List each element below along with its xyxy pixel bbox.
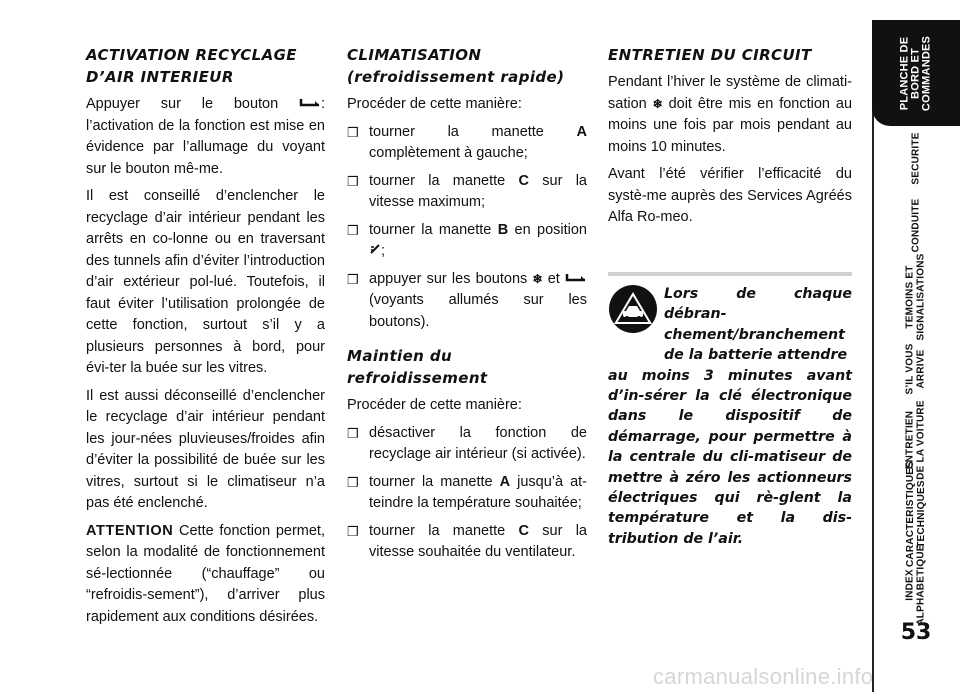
heading-maintien: Maintien du refroidissement — [347, 347, 488, 387]
attention-label: ATTENTION — [86, 522, 174, 539]
intro-text: Procéder de cette manière: — [347, 96, 522, 112]
list-item: ❒ tourner la manette B en position ; — [347, 220, 587, 263]
list-item: ❒ appuyer sur les boutons ❄ et (voyants allumés sur les boutons). — [347, 269, 587, 334]
warning-text: Lors de chaque débran- chement/branchement de la batterie attendre au moins 3 minutes avant d’in-sérer la clé électronique dans le dispositif de démarrage, pour permettre à la centrale du cli-matiseur de mettre à zéro les actionneurs électriques qui rè-glent la température et la dis-tribution de l’air. — [608, 286, 852, 547]
list-item: ❒ tourner la manette C sur la vitesse souhaitée du ventilateur. — [347, 521, 587, 564]
list-item: ❒ désactiver la fonction de recyclage air intérieur (si activée). — [347, 423, 587, 466]
tab-caracteristiques[interactable]: CARACTERISTIQUES TECHNIQUES — [905, 461, 928, 567]
warning-car-icon — [608, 284, 658, 334]
recirculation-icon — [565, 272, 587, 283]
bullet-box-icon: ❒ — [347, 271, 359, 287]
warning-box — [608, 284, 852, 549]
heading-activation-recyclage: ACTIVATION RECYCLAGE D’AIR INTERIEUR — [86, 46, 297, 86]
divider — [608, 272, 852, 276]
tab-securite[interactable]: SECURITE — [910, 131, 922, 185]
heading-climatisation: CLIMATISATION (refroidissement rapide) — [347, 46, 565, 86]
bullet-box-icon: ❒ — [347, 173, 359, 189]
column-entretien — [608, 44, 852, 235]
tab-temoins[interactable]: TEMOINS ET SIGNALISATIONS — [904, 253, 927, 341]
heading-entretien-circuit: ENTRETIEN DU CIRCUIT — [608, 46, 812, 64]
intro-text: Procéder de cette manière: — [347, 397, 522, 413]
snowflake-icon: ❄ — [532, 271, 543, 286]
list-item: ❒ tourner la manette C sur la vitesse maximum; — [347, 171, 587, 214]
snowflake-icon: ❄ — [652, 96, 663, 111]
page-number: 53 — [900, 620, 932, 645]
tab-entretien[interactable]: ENTRETIEN DE LA VOITURE — [905, 400, 927, 480]
footer-watermark[interactable]: carmanualsonline.info — [653, 664, 874, 689]
tab-sil-vous-arrive[interactable]: S’IL VOUS ARRIVE — [904, 343, 927, 395]
paragraph-hiver: Pendant l’hiver le système de climati-sation ❄ doit être mis en fonction au moins une fois par mois pendant au moins 10 minutes. — [608, 74, 853, 155]
bullet-box-icon: ❒ — [347, 425, 359, 441]
list-item: ❒ tourner la manette A jusqu’à at-teindre la température souhaitée; — [347, 472, 587, 515]
column-recyclage — [86, 44, 325, 634]
paragraph-attention: ATTENTION Cette fonction permet, selon la modalité de fonctionnement sé-lectionnée (“chauffage” ou “refroidis-sement”), d’arriver plus rapidement aux conditions désirées. — [86, 522, 325, 625]
paragraph-conseil: Il est conseillé d’enclencher le recyclage d’air intérieur pendant les arrêts en co-lonne ou en traversant des tunnels afin d’éviter l’introduction d’air extérieur pol-lué. Toutefois, il faut éviter l’utilisation prolongée de cette fonction, surtout s’il y a plusieurs personnes à bord, pour évi-ter la buée sur les vitres. — [86, 188, 325, 376]
bullet-box-icon: ❒ — [347, 523, 359, 539]
vent-position-icon — [369, 243, 381, 255]
tab-planche-de-bord[interactable]: PLANCHE DE BORD ET COMMANDES — [872, 20, 960, 126]
bullet-box-icon: ❒ — [347, 124, 359, 140]
bullet-box-icon: ❒ — [347, 474, 359, 490]
recirculation-icon — [299, 97, 321, 108]
bullet-box-icon: ❒ — [347, 222, 359, 238]
paragraph-deconseil: Il est aussi déconseillé d’enclencher le recyclage d’air intérieur pendant les jour-nées pluvieuses/froides afin d’éviter la possibilité de buée sur les vitres, surtout si le climatiseur n’a pas été enclenché. — [86, 387, 325, 511]
paragraph-activation: Appuyer sur le bouton : l’activation de la fonction est mise en évidence par l’allumage du voyant sur le bouton mê-me. — [86, 96, 325, 177]
tab-index[interactable]: INDEX ALPHABETIQUE — [904, 544, 927, 626]
list-item: ❒ tourner la manette A complètement à gauche; — [347, 122, 587, 165]
paragraph-ete: Avant l’été vérifier l’efficacité du systè-me auprès des Services Agréés Alfa Ro-meo. — [608, 166, 852, 225]
tab-conduite[interactable]: CONDUITE — [910, 198, 922, 252]
column-climatisation — [347, 44, 587, 570]
chapter-tabs — [872, 0, 960, 692]
